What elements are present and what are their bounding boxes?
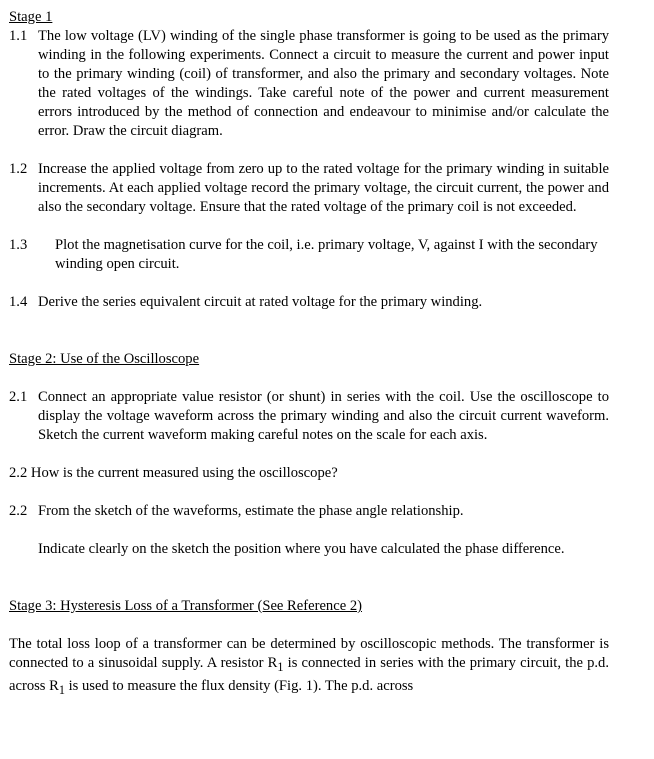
- item-number: 2.2: [9, 503, 28, 519]
- item-1-3: [9, 236, 609, 274]
- paragraph-text: The total loss loop of a transformer can be determined by oscilloscopic methods. The transformer is connected to a sinusoidal supply. A resistor R: [9, 636, 609, 671]
- item-number: 2.2: [9, 465, 28, 481]
- item-text: From the sketch of the waveforms, estimate the phase angle relationship.: [38, 503, 464, 519]
- item-1-2: [9, 160, 609, 217]
- item-1-1: [9, 27, 609, 141]
- stage2-heading: Stage 2: Use of the Oscilloscope: [9, 351, 200, 367]
- item-text: Derive the series equivalent circuit at rated voltage for the primary winding.: [38, 294, 483, 310]
- item-number: 2.1: [9, 389, 28, 405]
- item-text: Connect an appropriate value resistor (or shunt) in series with the coil. Use the oscilloscope to display the voltage waveform across the primary winding and also the circuit current waveform. Sketch the current waveform making careful notes on the scale for each axis.: [38, 389, 609, 443]
- item-2-2-phase: [9, 502, 609, 521]
- phase-note: Indicate clearly on the sketch the position where you have calculated the phase difference.: [38, 541, 565, 557]
- document-page: [9, 8, 609, 700]
- item-number: 1.4: [9, 294, 28, 310]
- item-text: Increase the applied voltage from zero up to the rated voltage for the primary winding in suitable increments. At each applied voltage record the primary voltage, the circuit current, the power and also the secondary voltage. Ensure that the rated voltage of the primary coil is not exceeded.: [38, 161, 609, 215]
- item-number: 1.3: [9, 237, 28, 253]
- item-number: 1.1: [9, 28, 28, 44]
- stage3-heading: Stage 3: Hysteresis Loss of a Transformer (See Reference 2): [9, 598, 362, 614]
- subscript: 1: [58, 682, 65, 697]
- paragraph-text: is connected in series with the primary circuit, the p.d. across R: [9, 655, 609, 694]
- item-2-2-question: [9, 464, 609, 483]
- item-1-4: [9, 293, 609, 312]
- item-text: The low voltage (LV) winding of the single phase transformer is going to be used as the primary winding in the following experiments. Connect a circuit to measure the current and power input to the primary winding (coil) of transformer, and also the primary and secondary voltages. Note the rated voltages of the windings. Take careful note of the power and current measurement errors introduced by the method of connection and endeavour to minimise and/or calculate the error. Draw the circuit diagram.: [38, 28, 609, 139]
- item-2-1: [9, 388, 609, 445]
- item-text: Plot the magnetisation curve for the coil, i.e. primary voltage, V, against I with the secondary winding open circuit.: [55, 237, 598, 272]
- stage1-heading: Stage 1: [9, 9, 53, 25]
- paragraph-text: is used to measure the flux density (Fig. 1). The p.d. across: [64, 677, 414, 694]
- stage3-paragraph: [9, 635, 609, 700]
- item-text: How is the current measured using the oscilloscope?: [30, 465, 338, 481]
- subscript: 1: [277, 659, 284, 674]
- item-number: 1.2: [9, 161, 28, 177]
